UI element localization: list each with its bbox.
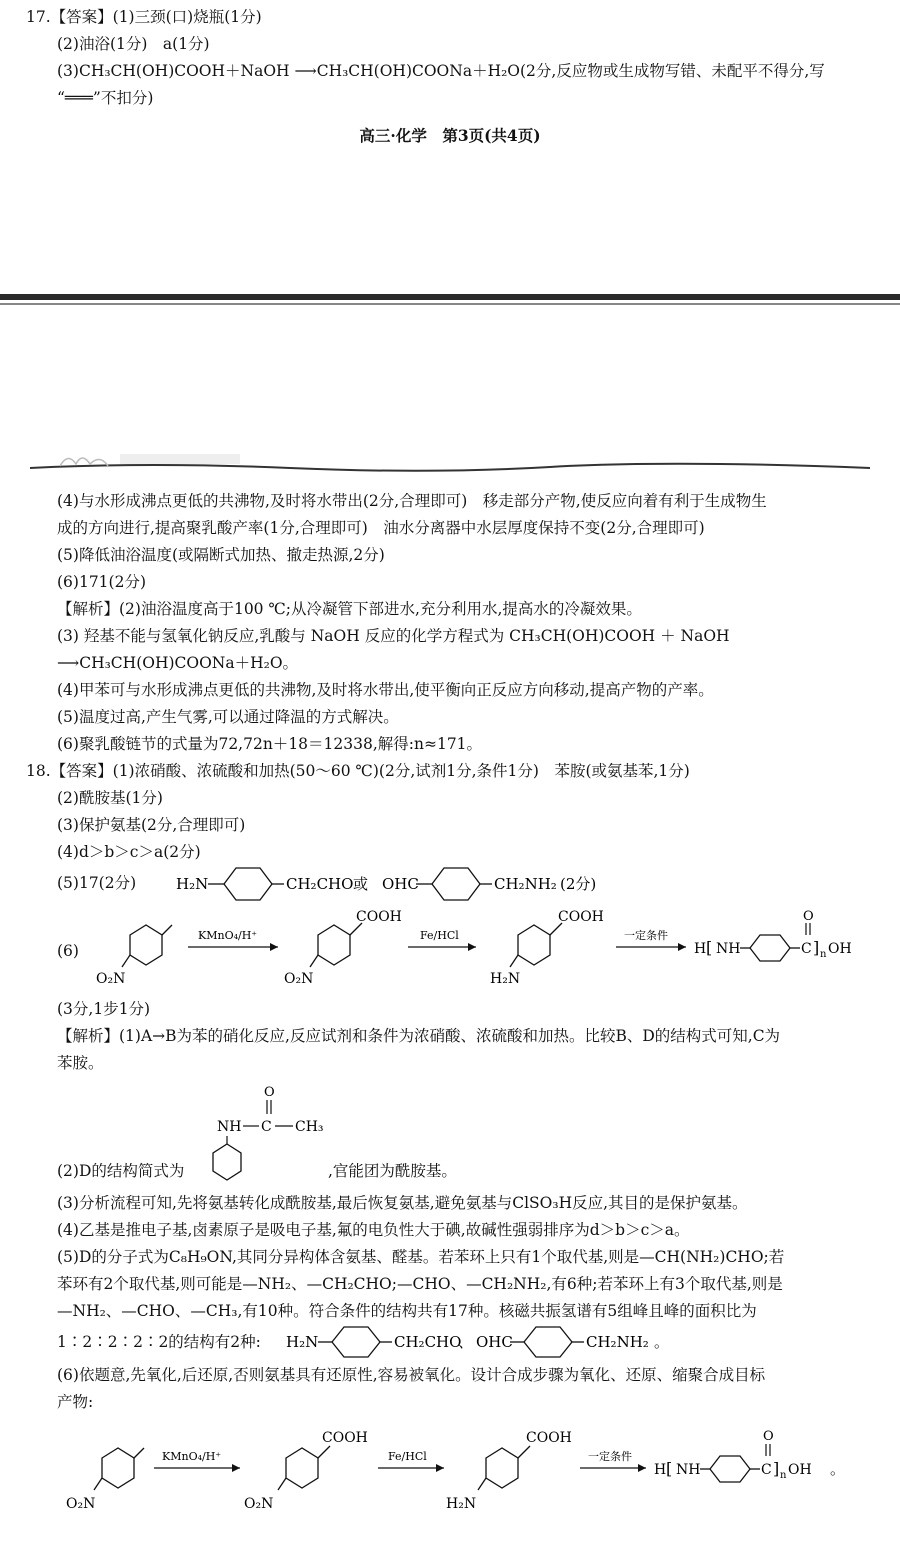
benzene-ring-icon	[518, 925, 550, 965]
svg-text:CH₂NH₂: CH₂NH₂	[586, 1333, 649, 1351]
q18-explain-5a: (5)D的分子式为C₈H₉ON,其同分异构体含氨基、醛基。若苯环上只有1个取代基,则是—CH(NH₂)CHO;若	[57, 1248, 785, 1266]
q18-explain-1a: 【解析】(1)A→B为苯的硝化反应,反应试剂和条件为浓硝酸、浓硫酸和加热。比较B、D的结构式可知,C为	[57, 1027, 781, 1045]
synthesis-route-1	[88, 905, 878, 995]
svg-text:COOH: COOH	[558, 909, 604, 925]
q18-explain-6b: 产物:	[57, 1393, 94, 1411]
benzene-ring-icon	[486, 1448, 518, 1488]
q18-explain-5d-structures	[284, 1322, 694, 1362]
svg-text:H₂N: H₂N	[490, 971, 521, 987]
svg-text:OHC: OHC	[476, 1333, 513, 1351]
or-label: 或	[353, 875, 369, 893]
q17-answer-line4: “═══”不扣分)	[57, 89, 154, 107]
q18-answer-5-prefix: (5)17(2分)	[57, 874, 137, 892]
q18-explain-1b: 苯胺。	[57, 1054, 104, 1072]
svg-text:n: n	[820, 949, 827, 960]
q17-answer-5: (5)降低油浴温度(或隔断式加热、撤走热源,2分)	[57, 546, 385, 564]
svg-text:O₂N: O₂N	[66, 1496, 96, 1512]
svg-text:OH: OH	[788, 1462, 812, 1478]
svg-text:H₂N: H₂N	[446, 1496, 477, 1512]
svg-text:COOH: COOH	[526, 1430, 572, 1446]
q18-answer-3: (3)保护氨基(2分,合理即可)	[57, 816, 246, 834]
svg-text:KMnO₄/H⁺: KMnO₄/H⁺	[198, 929, 258, 942]
q18-explain-4: (4)乙基是推电子基,卤素原子是吸电子基,氟的电负性大于碘,故碱性强弱排序为d＞b＞c＞a。	[57, 1221, 690, 1239]
benzene-ring-icon	[130, 925, 162, 965]
benzene-ring-icon	[286, 1448, 318, 1488]
header-watermark-strip	[30, 446, 870, 474]
svg-text:O: O	[763, 1429, 774, 1444]
svg-text:CH₂CHO: CH₂CHO	[394, 1333, 462, 1351]
svg-text:O: O	[264, 1085, 275, 1100]
h2n-label: H₂N	[176, 875, 209, 893]
synthesis-route-2	[60, 1420, 880, 1520]
svg-text:O₂N: O₂N	[284, 971, 314, 987]
benzene-ring-icon	[710, 1456, 750, 1482]
q18-answer-6-score: (3分,1步1分)	[57, 1000, 151, 1018]
benzene-ring-icon	[524, 1327, 572, 1357]
svg-text:[: [	[706, 938, 713, 957]
benzene-ring-icon	[224, 868, 272, 900]
score-label: (2分)	[560, 875, 597, 893]
q17-answer-4a: (4)与水形成沸点更低的共沸物,及时将水带出(2分,合理即可) 移走部分产物,使反应向着有利于生成物生	[57, 492, 767, 510]
benzene-ring-icon	[102, 1448, 134, 1488]
q17-explain-6: (6)聚乳酸链节的式量为72,72n＋18＝12338,解得:n≈171。	[57, 735, 483, 753]
q17-explain-5: (5)温度过高,产生气雾,可以通过降温的方式解决。	[57, 708, 399, 726]
svg-text:Fe/HCl: Fe/HCl	[388, 1450, 427, 1463]
svg-text:NH: NH	[676, 1462, 701, 1478]
q18-explain-5c: —NH₂、—CHO、—CH₃,有10种。符合条件的结构共有17种。核磁共振氢谱有5组峰且峰的面积比为	[57, 1302, 757, 1320]
svg-text:。: 。	[830, 1460, 846, 1478]
svg-text:[: [	[666, 1459, 673, 1478]
q17-answer-6: (6)171(2分)	[57, 573, 146, 591]
q17-answer-line1: 17.【答案】(1)三颈(口)烧瓶(1分)	[26, 8, 262, 26]
q17-explain-4: (4)甲苯可与水形成沸点更低的共沸物,及时将水带出,使平衡向正反应方向移动,提高产物的产率。	[57, 681, 714, 699]
svg-text:]: ]	[773, 1459, 780, 1478]
q18-explain-2-pre: (2)D的结构简式为	[57, 1162, 185, 1180]
svg-text:H₂N: H₂N	[286, 1333, 319, 1351]
q18-explain-6a: (6)依题意,先氧化,后还原,否则氨基具有还原性,容易被氧化。设计合成步骤为氧化、还原、缩聚合成目标	[57, 1366, 766, 1384]
svg-text:O₂N: O₂N	[96, 971, 126, 987]
q17-answer-4b: 成的方向进行,提高聚乳酸产率(1分,合理即可) 油水分离器中水层厚度保持不变(2分,合理即可)	[57, 519, 705, 537]
svg-text:COOH: COOH	[356, 909, 402, 925]
svg-text:一定条件: 一定条件	[624, 929, 668, 942]
svg-text:C: C	[261, 1119, 272, 1135]
q18-explain-5d-pre: 1∶2∶2∶2∶2的结构有2种:	[57, 1333, 261, 1351]
svg-text:]: ]	[813, 938, 820, 957]
q18-explain-2-post: ,官能团为酰胺基。	[328, 1162, 457, 1180]
q18-answer-1: 18.【答案】(1)浓硝酸、浓硫酸和加热(50～60 ℃)(2分,试剂1分,条件1分) 苯胺(或氨基苯,1分)	[26, 762, 690, 780]
page-separator-shadow	[0, 303, 900, 305]
ch2nh2-label: CH₂NH₂	[494, 875, 557, 893]
q17-answer-line3: (3)CH₃CH(OH)COOH＋NaOH ⟶CH₃CH(OH)COONa＋H₂O(2分,反应物或生成物写错、未配平不得分,写	[57, 62, 825, 80]
svg-text:NH: NH	[716, 941, 741, 957]
svg-text:Fe/HCl: Fe/HCl	[420, 929, 459, 942]
svg-text:H: H	[694, 941, 707, 957]
svg-text:KMnO₄/H⁺: KMnO₄/H⁺	[162, 1450, 222, 1463]
ohc-label: OHC	[382, 875, 419, 893]
benzene-ring-icon	[318, 925, 350, 965]
q17-explain-3a: (3) 羟基不能与氢氧化钠反应,乳酸与 NaOH 反应的化学方程式为 CH₃CH(OH)COOH ＋ NaOH	[57, 627, 730, 645]
svg-text:一定条件: 一定条件	[588, 1450, 632, 1463]
q18-answer-5-structures	[170, 862, 630, 904]
svg-text:C: C	[801, 941, 812, 957]
benzene-ring-icon	[432, 868, 480, 900]
svg-text:。: 。	[654, 1333, 670, 1351]
svg-text:H: H	[654, 1462, 667, 1478]
q18-explain-3: (3)分析流程可知,先将氨基转化成酰胺基,最后恢复氨基,避免氨基与ClSO₃H反应,其目的是保护氨基。	[57, 1194, 748, 1212]
benzene-ring-icon	[332, 1327, 380, 1357]
ch2cho-label: CH₂CHO	[286, 875, 354, 893]
svg-text:C: C	[761, 1462, 772, 1478]
q18-answer-2: (2)酰胺基(1分)	[57, 789, 163, 807]
q17-explain-2: 【解析】(2)油浴温度高于100 ℃;从冷凝管下部进水,充分利用水,提高水的冷凝效果。	[57, 600, 642, 618]
q17-explain-3b: ⟶CH₃CH(OH)COONa＋H₂O。	[57, 654, 299, 672]
page-separator	[0, 294, 900, 300]
benzene-ring-icon	[750, 935, 790, 961]
q17-answer-line2: (2)油浴(1分) a(1分)	[57, 35, 210, 53]
svg-text:n: n	[780, 1470, 787, 1481]
svg-text:COOH: COOH	[322, 1430, 368, 1446]
svg-text:、: 、	[458, 1333, 474, 1351]
svg-text:O: O	[803, 909, 814, 924]
svg-text:O₂N: O₂N	[244, 1496, 274, 1512]
benzene-ring-icon	[213, 1144, 241, 1180]
q18-answer-4: (4)d＞b＞c＞a(2分)	[57, 843, 201, 861]
svg-text:NH: NH	[217, 1119, 242, 1135]
page-footer: 高三·化学 第3页(共4页)	[359, 126, 541, 145]
q18-answer-6-label: (6)	[57, 942, 79, 960]
q18-explain-5b: 苯环有2个取代基,则可能是—NH₂、—CH₂CHO;—CHO、—CH₂NH₂,有6种;若苯环上有3个取代基,则是	[57, 1275, 783, 1293]
svg-text:OH: OH	[828, 941, 852, 957]
svg-text:CH₃: CH₃	[295, 1119, 324, 1135]
